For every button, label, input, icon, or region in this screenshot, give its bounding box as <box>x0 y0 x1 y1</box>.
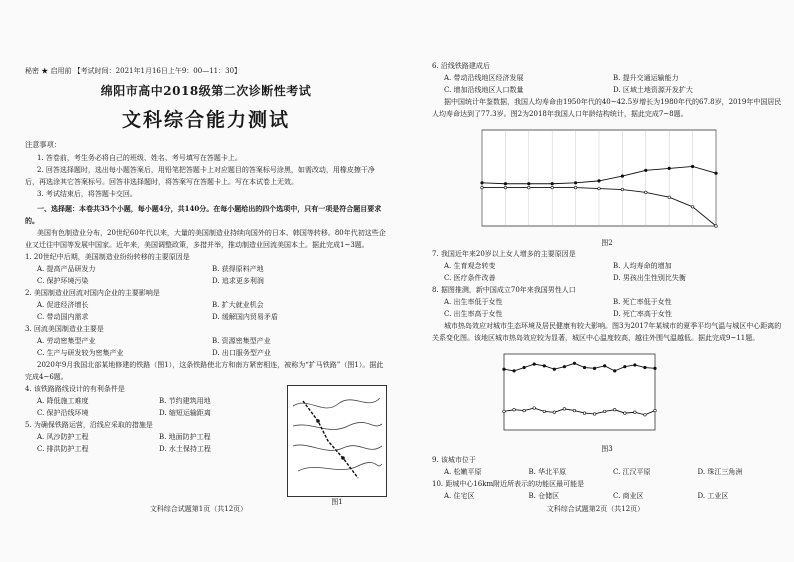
data-point <box>543 365 546 368</box>
question-2-options <box>25 299 387 323</box>
question-3: 3. 回流美国制造业主要是 <box>25 325 104 333</box>
notice-item: 3. 考试结束后，将答题卡交回。 <box>37 190 137 198</box>
question-4-options <box>25 395 281 419</box>
exam-title: 绵阳市高中2018级第二次诊断性考试 <box>100 84 312 98</box>
option: B. 人均寿命的增加 <box>613 262 672 270</box>
option: D. 死亡率高于女性 <box>613 310 672 318</box>
notice-item: 2. 回答选择题时，选出每小题答案后，用铅笔把答题卡上对应题目的答案标号涂黑，如需改动，用橡皮擦干净后，再选涂其它答案标号。回答非选择题时，将答案写在答题卡上。写在本试卷上无效。 <box>25 166 375 186</box>
question-6: 6. 沿线铁路建成后 <box>432 62 490 70</box>
option: C. 出生率高于女性 <box>444 310 503 318</box>
passage-1: 美国有色制造业分布，20世纪60年代以来，大量的美国制造业持续向国外的日本、韩国等转移。80年代初这些企业又迁往中国等发展中国家。近年来，美国调整政策，多措并举，推动制造业回流美国本土。据此完成1~3题。 <box>25 229 386 249</box>
data-point <box>603 410 606 413</box>
question-7-options <box>432 260 782 284</box>
subject-title: 文科综合能力测试 <box>121 109 290 131</box>
option: A. 住宅区 <box>444 492 475 500</box>
option: D. 出口服务型产业 <box>212 349 271 357</box>
data-point <box>503 410 506 413</box>
option: C. 医疗条件改善 <box>444 274 496 282</box>
option: A. 促进经济增长 <box>37 301 89 309</box>
option: D. 缓解国内贸易矛盾 <box>212 313 278 321</box>
option: B. 华北平原 <box>528 468 567 476</box>
secret-line: 秘密 ★ 启用前 【考试时间：2021年1月16日上午9：00—11：30】 <box>25 67 242 75</box>
figure-1-map <box>287 385 387 497</box>
data-point <box>563 408 566 411</box>
option: A. 生育观念转变 <box>444 262 496 270</box>
data-point <box>654 409 657 412</box>
data-point <box>613 408 616 411</box>
data-point <box>481 186 484 189</box>
option: B. 仓储区 <box>528 492 560 500</box>
data-point <box>574 182 577 185</box>
question-4: 4. 该铁路路线设计的有利条件是 <box>25 385 125 393</box>
notice-item: 1. 答卷前，考生务必将自己的班级、姓名、考号填写在答题卡上。 <box>37 154 242 162</box>
data-point <box>715 172 718 175</box>
option: B. 死亡率低于女性 <box>613 298 672 306</box>
option: B. 扩大就业机会 <box>212 301 264 309</box>
figure-2-chart <box>472 124 722 234</box>
question-5-options <box>25 431 281 455</box>
question-9: 9. 该城市位于 <box>432 456 476 464</box>
figure-3-caption: 图3 <box>601 445 613 453</box>
data-point <box>553 368 556 371</box>
question-6-options <box>432 72 782 96</box>
option: D. 工业区 <box>697 492 729 500</box>
data-point <box>634 364 637 367</box>
option: A. 降低施工难度 <box>37 397 89 405</box>
data-point <box>574 186 577 189</box>
option: D. 水土保持工程 <box>159 445 211 453</box>
option: B. 节约建筑用地 <box>159 397 211 405</box>
data-point <box>621 175 624 178</box>
data-point <box>481 182 484 185</box>
data-point <box>598 180 601 183</box>
data-point <box>528 182 531 185</box>
data-point <box>593 413 596 416</box>
option: D. 缩短运输距离 <box>159 409 211 417</box>
option: A. 出生率低于女性 <box>444 298 503 306</box>
question-8-options <box>432 296 782 320</box>
option: A. 提高产品研发力 <box>37 265 96 273</box>
notice-heading: 注意事项： <box>25 140 61 149</box>
data-point <box>603 365 606 368</box>
option: B. 资源密集型产业 <box>212 337 271 345</box>
passage-2: 2020年9月我国北部某地修建的铁路（图1），这条铁路使北方和南方紧密相连，被称为“扩马铁路”（图1）。据此完成4~6题。 <box>25 361 384 381</box>
option: C. 江汉平原 <box>613 468 651 476</box>
map-drawing <box>288 386 386 486</box>
data-point <box>504 182 507 185</box>
option: D. 男孩出生性别比失衡 <box>613 274 686 282</box>
data-point <box>563 365 566 368</box>
data-point <box>583 412 586 415</box>
data-point <box>644 366 647 369</box>
option: C. 带动国内需求 <box>37 313 89 321</box>
option: A. 风沙防护工程 <box>37 433 89 441</box>
data-point <box>513 408 516 411</box>
data-point <box>644 414 647 417</box>
data-point <box>583 366 586 369</box>
option: B. 获得原料产地 <box>212 265 264 273</box>
data-point <box>573 362 576 365</box>
data-point <box>598 187 601 190</box>
data-point <box>551 186 554 189</box>
section-intro: 一、选择题：本卷共35个小题，每小题4分，共140分。在每小题给出的四个选项中，只有一项是符合题目要求的。 <box>25 204 382 225</box>
question-1-options <box>25 263 387 287</box>
data-point <box>634 411 637 414</box>
data-point <box>528 186 531 189</box>
question-5: 5. 为确保铁路运营，沿线应采取的措施是 <box>25 421 153 429</box>
data-point <box>553 411 556 414</box>
data-point <box>504 186 507 189</box>
figure-1-caption: 图1 <box>331 498 343 506</box>
option: D. 追求更多利润 <box>212 277 264 285</box>
option: B. 地面防护工程 <box>159 433 211 441</box>
data-point <box>645 191 648 194</box>
data-point <box>654 367 657 370</box>
option: A. 带动沿线地区经济发展 <box>444 74 524 82</box>
option: C. 排洪防护工程 <box>37 445 89 453</box>
option: C. 生产与研发较为密集产业 <box>37 349 124 357</box>
option: C. 增加沿线地区人口数量 <box>444 86 524 94</box>
question-1: 1. 20世纪中后期，美国制造业纷纷转移的主要原因是 <box>25 253 190 261</box>
question-10-options <box>432 490 782 502</box>
data-point <box>523 366 526 369</box>
data-point <box>533 363 536 366</box>
question-10: 10. 距城中心16km附近所表示的功能区最可能是 <box>432 480 585 488</box>
data-point <box>551 182 554 185</box>
figure-2-caption: 图2 <box>601 239 613 247</box>
question-9-options <box>432 466 782 478</box>
data-point <box>593 367 596 370</box>
data-point <box>715 225 718 228</box>
data-point <box>668 167 671 170</box>
data-point <box>503 368 506 371</box>
data-point <box>613 370 616 373</box>
option: C. 商业区 <box>613 492 644 500</box>
question-7: 7. 我国近年来20岁以上女人增多的主要原因是 <box>432 250 576 258</box>
passage-3: 据中国统计年鉴数据，我国人均寿命由1950年代的40~42.5岁增长为1980年代的67.8岁，2019年中国居民人均寿命达到了77.3岁。图2为2018年我国人口年龄结构统计，据此完成7~8题。 <box>432 98 782 118</box>
option: C. 保护沿线环境 <box>37 409 89 417</box>
page-footer: 文科综合试题第1页（共12页） <box>149 505 248 513</box>
data-point <box>668 196 671 199</box>
data-point <box>624 412 627 415</box>
option: D. 珠江三角洲 <box>697 468 743 476</box>
data-point <box>624 365 627 368</box>
option: A. 松嫩平原 <box>444 468 482 476</box>
question-2: 2. 美国制造业回流对国内企业的主要影响是 <box>25 289 160 297</box>
option: B. 提升交通运输能力 <box>613 74 679 82</box>
data-point <box>533 407 536 410</box>
option: D. 区域土地资源开发扩大 <box>613 86 693 94</box>
question-8: 8. 据图推测，新中国成立70年来我国男性人口 <box>432 286 576 294</box>
data-point <box>523 409 526 412</box>
question-4-5-block <box>25 383 387 507</box>
data-point <box>691 206 694 209</box>
page-footer: 文科综合试题第2页（共12页） <box>546 505 645 513</box>
figure-3-chart <box>492 348 667 440</box>
passage-4: 城市热岛效应对城市生态环境及居民健康有较大影响。图3为2017年某城市的夏季平均气温与城区中心距离的关系变化图。该地区城市热岛效应较为显著，城区中心温度较高，越往外围气温越低。据此完成9~11题。 <box>432 322 782 342</box>
data-point <box>513 370 516 373</box>
right-page <box>397 0 794 562</box>
option: C. 保护环境污染 <box>37 277 89 285</box>
data-point <box>645 169 648 172</box>
data-point <box>621 188 624 191</box>
data-point <box>573 409 576 412</box>
data-point <box>543 410 546 413</box>
question-3-options <box>25 335 387 359</box>
option: A. 劳动密集型产业 <box>37 337 96 345</box>
data-point <box>691 165 694 168</box>
